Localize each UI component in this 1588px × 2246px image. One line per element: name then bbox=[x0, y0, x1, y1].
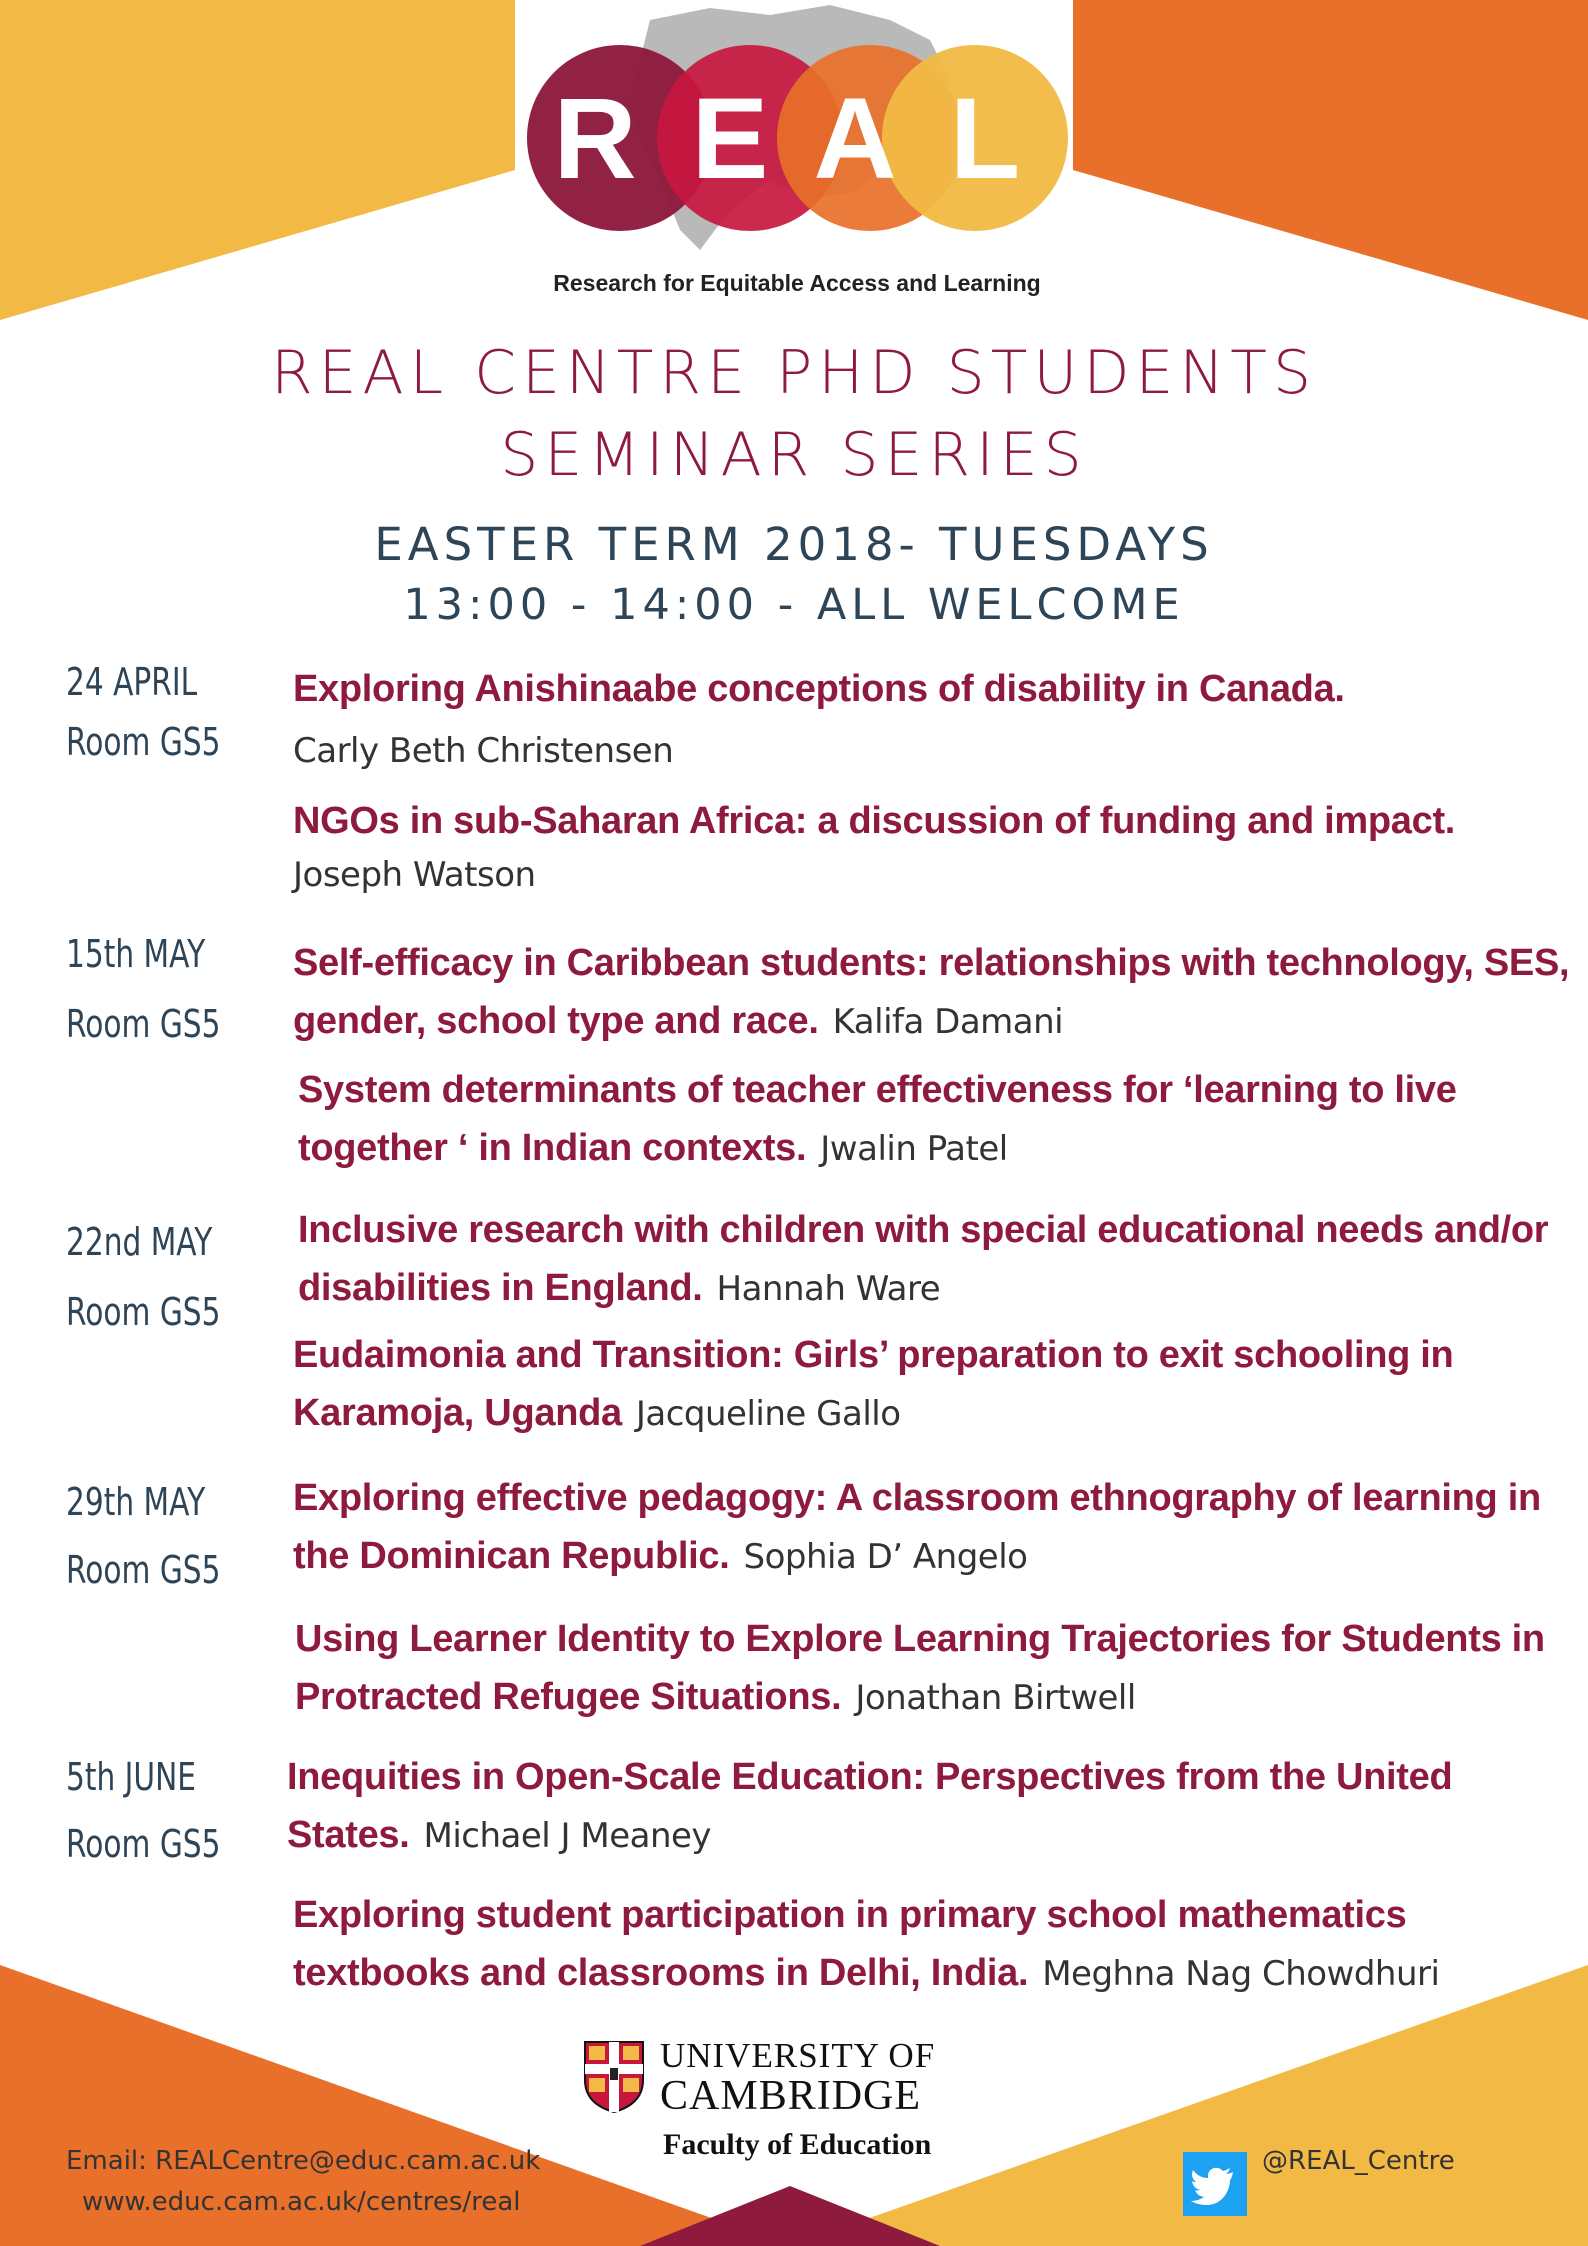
footer-website[interactable]: www.educ.cam.ac.uk/centres/real bbox=[82, 2187, 521, 2217]
talk-speaker: Kalifa Damani bbox=[832, 1002, 1064, 1042]
talk-title-text: Exploring student participation in primary school mathematics textbooks and classrooms in Delhi, India. bbox=[293, 1894, 1407, 1994]
talk-speaker: Meghna Nag Chowdhuri bbox=[1042, 1954, 1440, 1994]
talk-speaker: Jacqueline Gallo bbox=[635, 1394, 901, 1434]
talk-speaker: Michael J Meaney bbox=[423, 1816, 712, 1856]
talk-title bbox=[298, 1061, 1588, 1178]
cambridge-line2: CAMBRIDGE bbox=[660, 2073, 922, 2119]
cambridge-line1: UNIVERSITY OF bbox=[660, 2036, 936, 2075]
page-title-line2: SEMINAR SERIES bbox=[500, 420, 1088, 490]
talk-title-text: System determinants of teacher effectiveness for ‘learning to live together ‘ in Indian contexts. bbox=[298, 1069, 1457, 1169]
cambridge-crest-icon bbox=[583, 2040, 645, 2114]
talk-speaker: Jonathan Birtwell bbox=[855, 1678, 1136, 1718]
talk-title bbox=[293, 1469, 1588, 1586]
talk-title bbox=[287, 1748, 1587, 1865]
twitter-icon[interactable] bbox=[1183, 2152, 1247, 2216]
session-room: Room GS5 bbox=[66, 1002, 221, 1046]
time-subtitle: 13:00 - 14:00 - ALL WELCOME bbox=[403, 580, 1185, 630]
talk-title bbox=[293, 934, 1588, 1051]
session-room: Room GS5 bbox=[66, 1290, 221, 1334]
talk-title bbox=[293, 1326, 1588, 1443]
talk-title-text: Inclusive research with children with special educational needs and/or disabilities in England. bbox=[298, 1209, 1549, 1309]
talk-title-text: Using Learner Identity to Explore Learning Trajectories for Students in Protracted Refugee Situations. bbox=[295, 1618, 1545, 1718]
session-room: Room GS5 bbox=[66, 720, 221, 764]
session-date: 24 APRIL bbox=[66, 660, 198, 704]
talk-speaker: Jwalin Patel bbox=[820, 1129, 1008, 1169]
session-date: 22nd MAY bbox=[66, 1220, 213, 1264]
talk-speaker: Joseph Watson bbox=[293, 855, 536, 895]
talk-title-text: Eudaimonia and Transition: Girls’ preparation to exit schooling in Karamoja, Uganda bbox=[293, 1334, 1454, 1434]
logo-letter-r: R bbox=[553, 75, 637, 203]
talk-title: NGOs in sub-Saharan Africa: a discussion of funding and impact. bbox=[293, 800, 1456, 842]
term-subtitle: EASTER TERM 2018- TUESDAYS bbox=[374, 518, 1214, 571]
session-room: Room GS5 bbox=[66, 1822, 221, 1866]
footer-email[interactable]: Email: REALCentre@educ.cam.ac.uk bbox=[66, 2146, 541, 2176]
talk-title-text: Exploring effective pedagogy: A classroom ethnography of learning in the Dominican Republic. bbox=[293, 1477, 1541, 1577]
talk-title-text: Inequities in Open-Scale Education: Perspectives from the United States. bbox=[287, 1756, 1453, 1856]
logo-letter-l: L bbox=[949, 75, 1021, 203]
talk-title bbox=[295, 1610, 1588, 1727]
logo-letter-a: A bbox=[813, 75, 897, 203]
talk-speaker: Carly Beth Christensen bbox=[293, 731, 674, 771]
page-title-line1: REAL CENTRE PHD STUDENTS bbox=[270, 338, 1318, 408]
talk-speaker: Sophia D’ Angelo bbox=[743, 1537, 1028, 1577]
logo-tagline: Research for Equitable Access and Learning bbox=[553, 270, 1041, 296]
twitter-handle[interactable]: @REAL_Centre bbox=[1262, 2146, 1455, 2176]
cambridge-faculty: Faculty of Education bbox=[663, 2128, 932, 2161]
logo-letter-e: E bbox=[691, 75, 769, 203]
session-date: 5th JUNE bbox=[66, 1755, 197, 1799]
session-date: 29th MAY bbox=[66, 1480, 206, 1524]
real-logo bbox=[510, 0, 1080, 310]
talk-speaker: Hannah Ware bbox=[716, 1269, 941, 1309]
session-date: 15th MAY bbox=[66, 932, 206, 976]
talk-title bbox=[293, 1886, 1588, 2003]
session-room: Room GS5 bbox=[66, 1548, 221, 1592]
talk-title: Exploring Anishinaabe conceptions of disability in Canada. bbox=[293, 668, 1345, 710]
talk-title-text: Self-efficacy in Caribbean students: relationships with technology, SES, gender, school type and race. bbox=[293, 942, 1570, 1042]
talk-title bbox=[298, 1201, 1588, 1318]
